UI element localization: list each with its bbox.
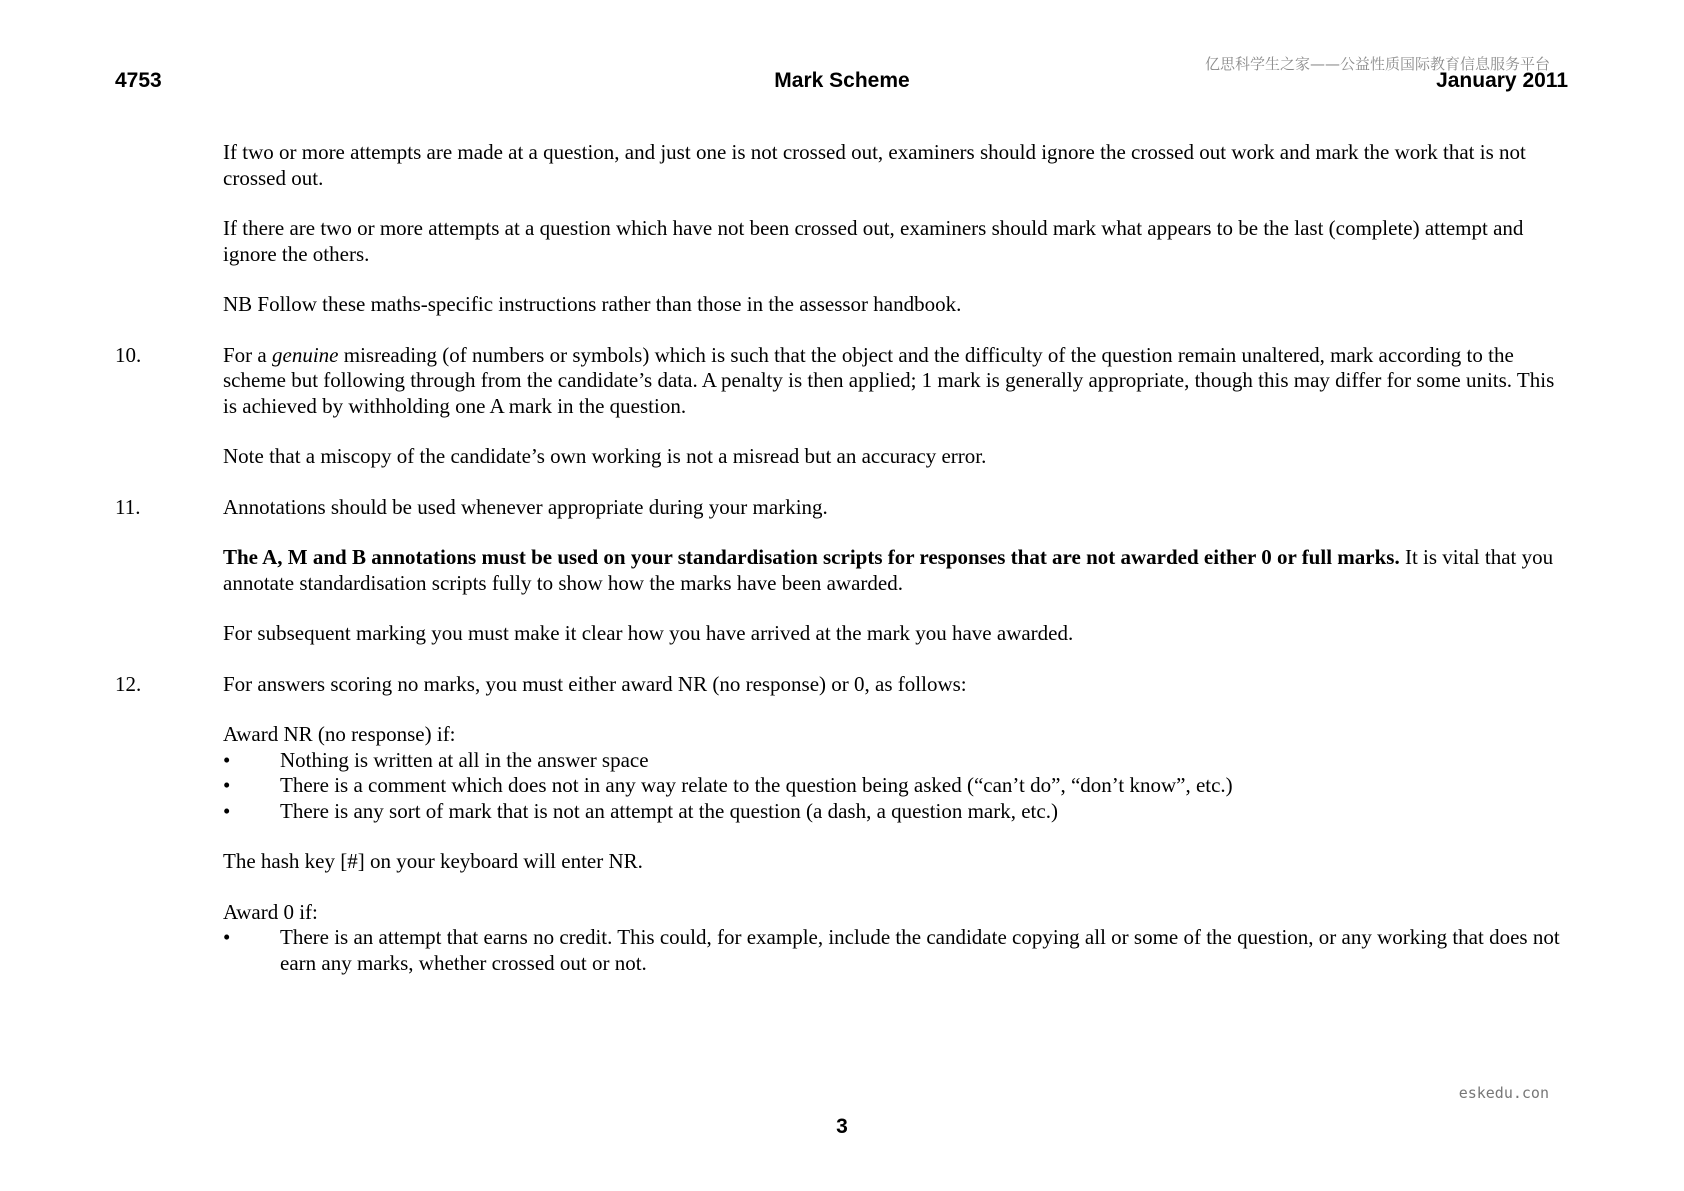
document-date: January 2011 [1436, 69, 1568, 92]
item-11-bold: The A, M and B annotations must be used on your standardisation scripts for responses that are not awarded either 0 or full marks. [223, 545, 1400, 569]
document-code: 4753 [115, 69, 162, 92]
item-11-after-bold: It is vital that you annotate standardisation scripts fully to show how the marks have been awarded. [223, 545, 1554, 595]
item-11 [115, 494, 1563, 521]
bullet-text: There is a comment which does not in any way relate to the question being asked (“can’t do”, “don’t know”, etc.) [280, 773, 1233, 797]
paragraph-text: For subsequent marking you must make it clear how you have arrived at the mark you have awarded. [223, 621, 1074, 645]
list-item [223, 799, 1563, 825]
item-number: 10. [115, 342, 142, 367]
list-item [223, 748, 1563, 774]
item-10-lead: For a [223, 342, 272, 367]
zero-heading: Award 0 if: [223, 899, 318, 924]
item-10-note [223, 444, 1563, 470]
item-10 [115, 342, 1563, 420]
item-11-intro: Annotations should be used whenever appropriate during your marking. [223, 494, 828, 519]
item-number: 11. [115, 494, 141, 519]
item-10-text [223, 343, 1563, 420]
item-12-intro: For answers scoring no marks, you must either award NR (no response) or 0, as follows: [223, 671, 967, 696]
page-number: 3 [836, 1115, 848, 1138]
document-title: Mark Scheme [774, 69, 910, 92]
watermark-bottom: eskedu.con [1458, 1084, 1549, 1102]
bullet-text: There is an attempt that earns no credit. This could, for example, include the candidate copying all or some of the question, or any working that does not earn any marks, whether crossed out or not. [280, 925, 1560, 975]
item-10-rest: misreading (of numbers or symbols) which is such that the object and the difficulty of the question remain unaltered, mark according to the scheme but following through from the candidate’s data. A penalty is then applied; 1 mark is generally appropriate, though this may differ for some units. This is achieved by withholding one A mark in the question. [223, 342, 1555, 418]
bullet-icon: • [223, 925, 231, 949]
nr-section [223, 722, 1563, 824]
paragraph-crossed-multi [223, 216, 1563, 267]
watermark-top: 亿思科学生之家——公益性质国际教育信息服务平台 [1204, 55, 1550, 73]
paragraph-text: NB Follow these maths-specific instructions rather than those in the assessor handbook. [223, 292, 962, 316]
bullet-icon: • [223, 747, 231, 772]
item-number: 12. [115, 671, 142, 696]
nr-heading: Award NR (no response) if: [223, 722, 456, 746]
item-11-subsequent [223, 621, 1563, 647]
bullet-icon: • [223, 773, 231, 797]
hash-key-note [223, 849, 1563, 875]
list-item [223, 925, 1563, 976]
paragraph-crossed-one [223, 140, 1563, 191]
zero-section [223, 900, 1563, 977]
paragraph-nb [223, 292, 1563, 318]
bullet-icon: • [223, 798, 231, 823]
document-body [0, 140, 1684, 976]
item-11-annotations-text [223, 545, 1563, 596]
bullet-text: There is any sort of mark that is not an attempt at the question (a dash, a question mark, etc.) [280, 798, 1058, 823]
item-10-emphasis: genuine [272, 342, 339, 367]
item-12 [115, 671, 1563, 698]
paragraph-text: Note that a miscopy of the candidate’s own working is not a misread but an accuracy error. [223, 444, 987, 468]
paragraph-text: If there are two or more attempts at a question which have not been crossed out, examiners should mark what appears to be the last (complete) attempt and ignore the others. [223, 216, 1524, 266]
bullet-text: Nothing is written at all in the answer space [280, 747, 649, 772]
paragraph-text: The hash key [#] on your keyboard will enter NR. [223, 849, 643, 873]
paragraph-text: If two or more attempts are made at a question, and just one is not crossed out, examiners should ignore the crossed out work and mark the work that is not crossed out. [223, 140, 1526, 190]
item-11-annotations [223, 545, 1563, 596]
list-item [223, 773, 1563, 799]
